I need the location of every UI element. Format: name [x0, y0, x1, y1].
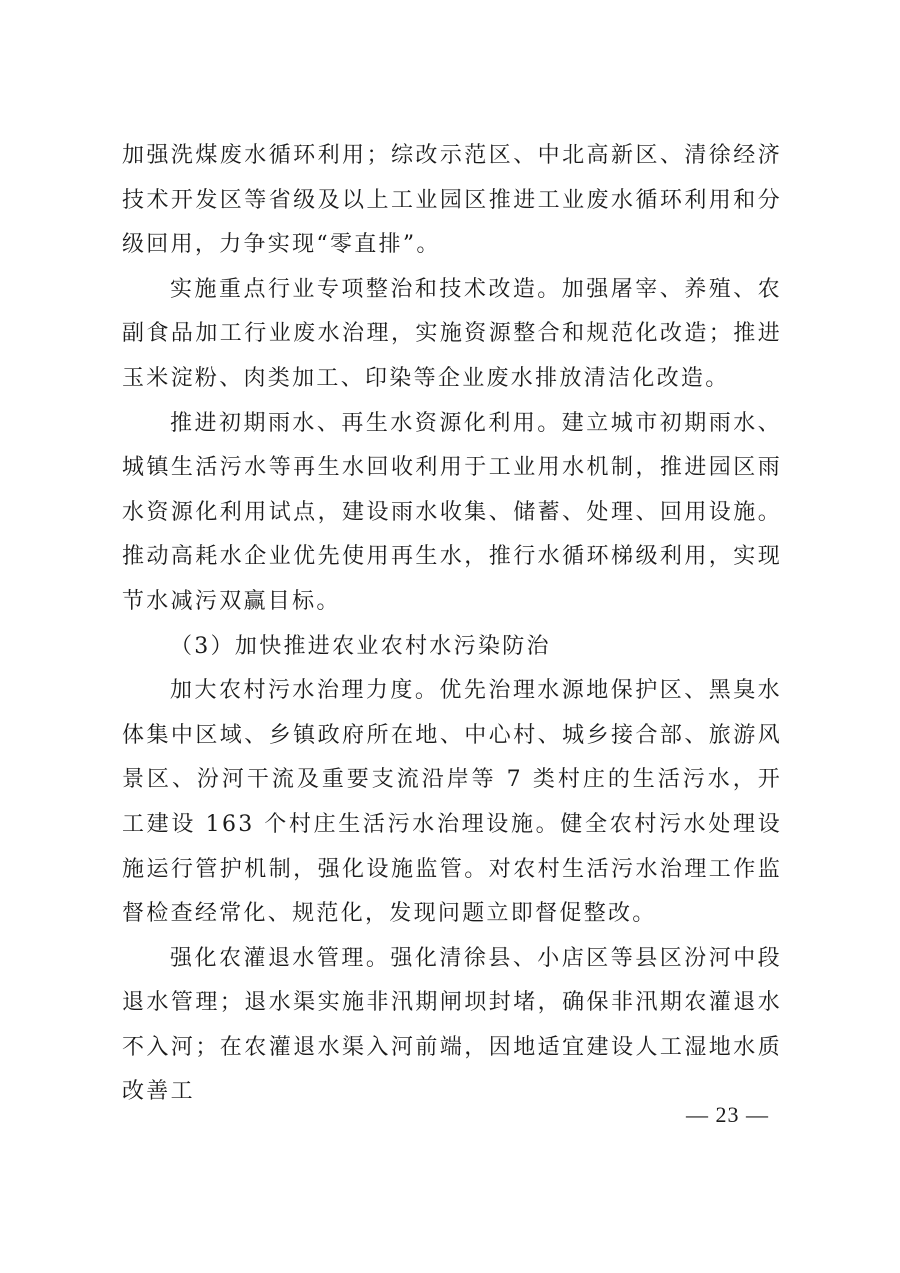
paragraph-wastewater-recycling: 加强洗煤废水循环利用；综改示范区、中北高新区、清徐经济技术开发区等省级及以上工业园区推进工业废水循环利用和分级回用，力争实现“零直排”。: [122, 143, 782, 258]
section-heading-rural-pollution: （3）加快推进农业农村水污染防治: [170, 633, 551, 659]
document-body: [122, 134, 782, 1115]
paragraph-rural-sewage: 加大农村污水治理力度。优先治理水源地保护区、黑臭水体集中区域、乡镇政府所在地、中心村、城乡接合部、旅游风景区、汾河干流及重要支流沿岸等 7 类村庄的生活污水，开工建设 163 个村庄生活污水治理设施。健全农村污水处理设施运行管护机制，强化设施监管。对农村生活污水治理工作监督检查经常化、规范化，发现问题立即督促整改。: [122, 678, 782, 927]
paragraph-rainwater-reclaimed-water: 推进初期雨水、再生水资源化利用。建立城市初期雨水、城镇生活污水等再生水回收利用于工业用水机制，推进园区雨水资源化利用试点，建设雨水收集、储蓄、处理、回用设施。推动高耗水企业优先使用再生水，推行水循环梯级利用，实现节水减污双赢目标。: [122, 410, 782, 614]
page-number: — 23 —: [686, 1102, 769, 1127]
paragraph-industry-rectification: 实施重点行业专项整治和技术改造。加强屠宰、养殖、农副食品加工行业废水治理，实施资源整合和规范化改造；推进玉米淀粉、肉类加工、印染等企业废水排放清洁化改造。: [122, 276, 782, 391]
paragraph-irrigation-drainage: 强化农灌退水管理。强化清徐县、小店区等县区汾河中段退水管理；退水渠实施非汛期闸坝封堵，确保非汛期农灌退水不入河；在农灌退水渠入河前端，因地适宜建设人工湿地水质改善工: [122, 945, 782, 1105]
